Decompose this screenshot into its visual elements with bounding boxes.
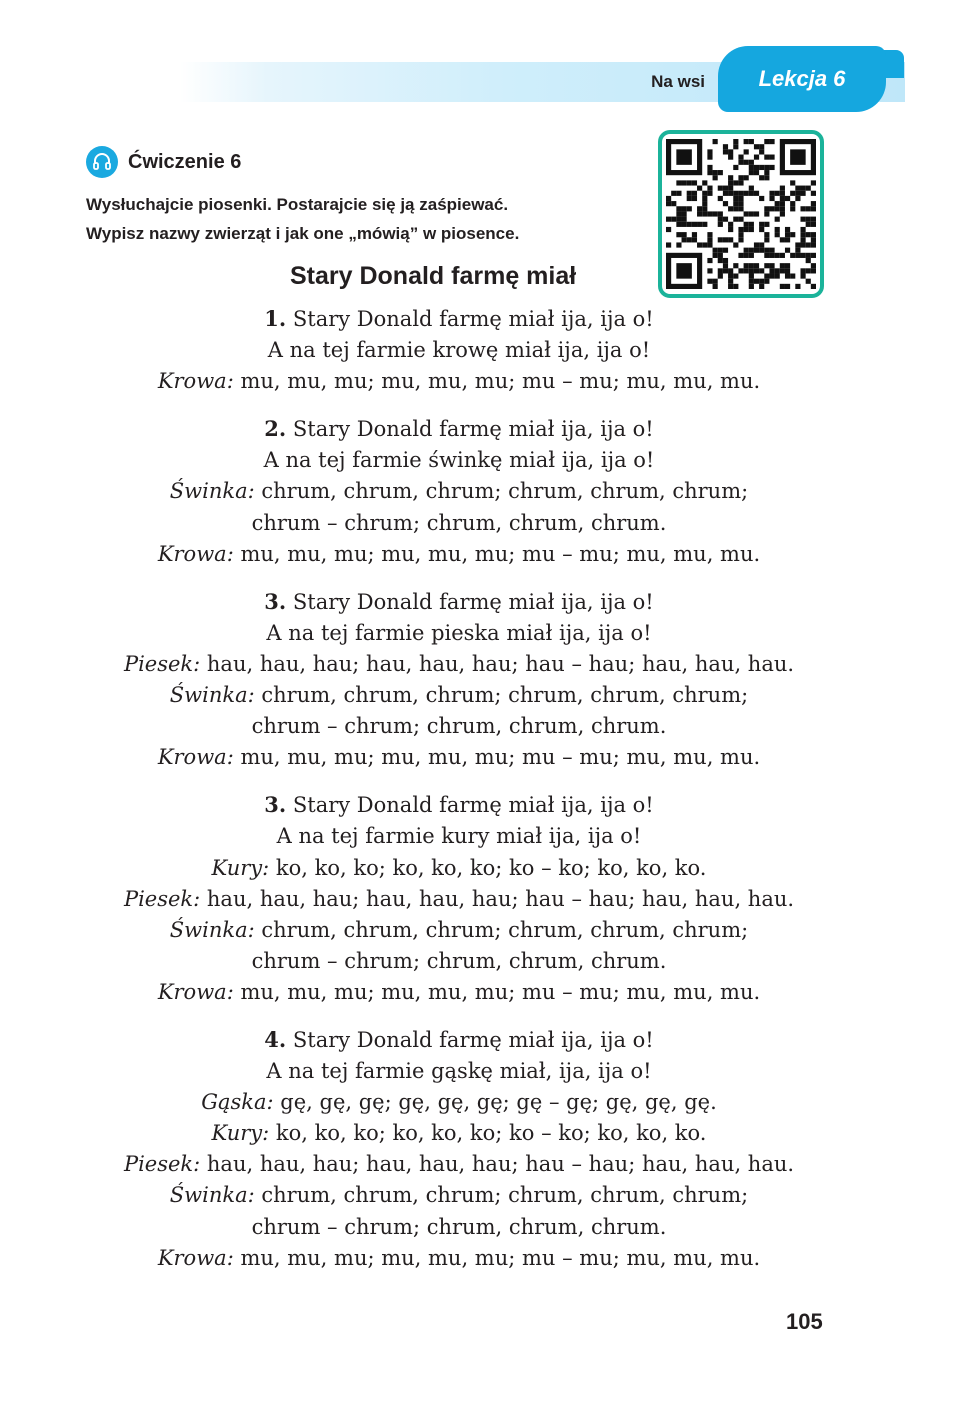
lyric-text: mu, mu, mu; mu, mu, mu; mu – mu; mu, mu, mu.: [233, 369, 761, 394]
stanza: [0, 789, 918, 1008]
lyric-line: [0, 476, 918, 507]
headphones-icon[interactable]: [86, 146, 118, 178]
lyric-line: [0, 1087, 918, 1118]
lyric-text: chrum, chrum, chrum; chrum, chrum, chrum;: [254, 1183, 749, 1208]
lyric-line: [0, 1056, 918, 1087]
lyric-text: mu, mu, mu; mu, mu, mu; mu – mu; mu, mu, mu.: [233, 745, 761, 770]
lyric-line: [0, 1024, 918, 1056]
lyric-line: [0, 366, 918, 397]
animal-name: Świnka:: [169, 917, 255, 942]
qr-code-icon: [666, 139, 816, 289]
song-lyrics: [0, 303, 918, 1290]
animal-name: Świnka:: [169, 1183, 255, 1208]
exercise-instructions: [86, 190, 519, 248]
lyric-line: [0, 586, 918, 618]
lyric-text: Stary Donald farmę miał ija, ija o!: [292, 417, 654, 442]
lyric-text: hau, hau, hau; hau, hau, hau; hau – hau; hau, hau, hau.: [200, 886, 795, 911]
animal-name: Krowa:: [157, 369, 234, 394]
lyric-text: chrum – chrum; chrum, chrum, chrum.: [251, 1214, 667, 1239]
stanza: [0, 586, 918, 774]
lyric-line: [0, 618, 918, 649]
lyric-text: chrum, chrum, chrum; chrum, chrum, chrum;: [254, 683, 749, 708]
lyric-text: ko, ko, ko; ko, ko, ko; ko – ko; ko, ko, ko.: [269, 1121, 707, 1146]
page-number: 105: [786, 1309, 823, 1334]
exercise-title: Ćwiczenie 6: [128, 150, 242, 173]
lyric-line: [0, 680, 918, 711]
lyric-line: [0, 1149, 918, 1180]
animal-name: Krowa:: [157, 745, 234, 770]
lyric-text: hau, hau, hau; hau, hau, hau; hau – hau; hau, hau, hau.: [200, 651, 795, 676]
lyric-line: [0, 711, 918, 742]
song-title: Stary Donald farmę miał: [290, 262, 577, 290]
stanza: [0, 303, 918, 397]
lyric-line: [0, 742, 918, 773]
lyric-text: mu, mu, mu; mu, mu, mu; mu – mu; mu, mu, mu.: [233, 541, 761, 566]
stanza-number: 3.: [264, 588, 287, 614]
lyric-line: [0, 789, 918, 821]
stanza-number: 3.: [264, 792, 287, 818]
lyric-text: gę, gę, gę; gę, gę, gę; gę – gę; gę, gę, gę.: [273, 1090, 717, 1115]
lyric-text: chrum, chrum, chrum; chrum, chrum, chrum;: [254, 479, 749, 504]
lesson-label: Lekcja 6: [758, 66, 846, 91]
lyric-line: [0, 303, 918, 335]
lyric-text: mu, mu, mu; mu, mu, mu; mu – mu; mu, mu, mu.: [233, 1245, 761, 1270]
lyric-line: [0, 853, 918, 884]
stanza-number: 4.: [264, 1026, 287, 1052]
lyric-text: A na tej farmie gąskę miał, ija, ija o!: [266, 1059, 652, 1084]
lyric-text: A na tej farmie pieska miał ija, ija o!: [266, 620, 652, 645]
lyric-text: ko, ko, ko; ko, ko, ko; ko – ko; ko, ko, ko.: [269, 855, 707, 880]
animal-name: Świnka:: [169, 683, 255, 708]
lyric-line: [0, 821, 918, 852]
lyric-text: A na tej farmie krowę miał ija, ija o!: [267, 338, 651, 363]
animal-name: Piesek:: [123, 1152, 201, 1177]
animal-name: Krowa:: [157, 1245, 234, 1270]
lyric-text: chrum – chrum; chrum, chrum, chrum.: [251, 948, 667, 973]
lesson-tab: [718, 46, 886, 112]
animal-name: Krowa:: [157, 541, 234, 566]
section-label: Na wsi: [651, 72, 705, 91]
lyric-line: [0, 1118, 918, 1149]
stanza: [0, 413, 918, 569]
lyric-line: [0, 649, 918, 680]
stanza-number: 1.: [264, 306, 287, 331]
animal-name: Świnka:: [169, 479, 255, 504]
animal-name: Piesek:: [123, 651, 201, 676]
lyric-text: A na tej farmie kury miał ija, ija o!: [276, 824, 642, 849]
animal-name: Kury:: [211, 1121, 270, 1146]
lyric-text: A na tej farmie świnkę miał ija, ija o!: [263, 448, 655, 473]
lyric-line: [0, 884, 918, 915]
lyric-line: [0, 445, 918, 476]
animal-name: Krowa:: [157, 979, 234, 1004]
instruction-line: Wypisz nazwy zwierząt i jak one „mówią” w piosence.: [86, 224, 520, 243]
lyric-line: [0, 539, 918, 570]
lyric-text: Stary Donald farmę miał ija, ija o!: [292, 793, 654, 818]
lyric-line: [0, 335, 918, 366]
instruction-line: Wysłuchajcie piosenki. Postarajcie się ją zaśpiewać.: [86, 195, 509, 214]
lyric-line: [0, 1243, 918, 1274]
animal-name: Gąska:: [201, 1090, 274, 1115]
lyric-line: [0, 1180, 918, 1211]
lyric-line: [0, 915, 918, 946]
stanza-number: 2.: [264, 416, 287, 442]
exercise-header: [86, 146, 241, 178]
lyric-line: [0, 977, 918, 1008]
animal-name: Kury:: [211, 855, 270, 880]
stanza: [0, 1024, 918, 1274]
lyric-line: [0, 1212, 918, 1243]
lyric-text: Stary Donald farmę miał ija, ija o!: [292, 589, 654, 614]
lyric-text: Stary Donald farmę miał ija, ija o!: [292, 307, 654, 331]
animal-name: Piesek:: [123, 886, 201, 911]
lyric-text: Stary Donald farmę miał ija, ija o!: [292, 1027, 654, 1052]
lyric-text: mu, mu, mu; mu, mu, mu; mu – mu; mu, mu, mu.: [233, 979, 761, 1004]
lyric-text: chrum, chrum, chrum; chrum, chrum, chrum;: [254, 917, 749, 942]
qr-code[interactable]: [658, 130, 824, 298]
lyric-text: chrum – chrum; chrum, chrum, chrum.: [251, 714, 667, 739]
lyric-line: [0, 946, 918, 977]
lyric-line: [0, 413, 918, 445]
lyric-line: [0, 508, 918, 539]
lyric-text: chrum – chrum; chrum, chrum, chrum.: [251, 510, 667, 535]
lyric-text: hau, hau, hau; hau, hau, hau; hau – hau; hau, hau, hau.: [200, 1152, 795, 1177]
